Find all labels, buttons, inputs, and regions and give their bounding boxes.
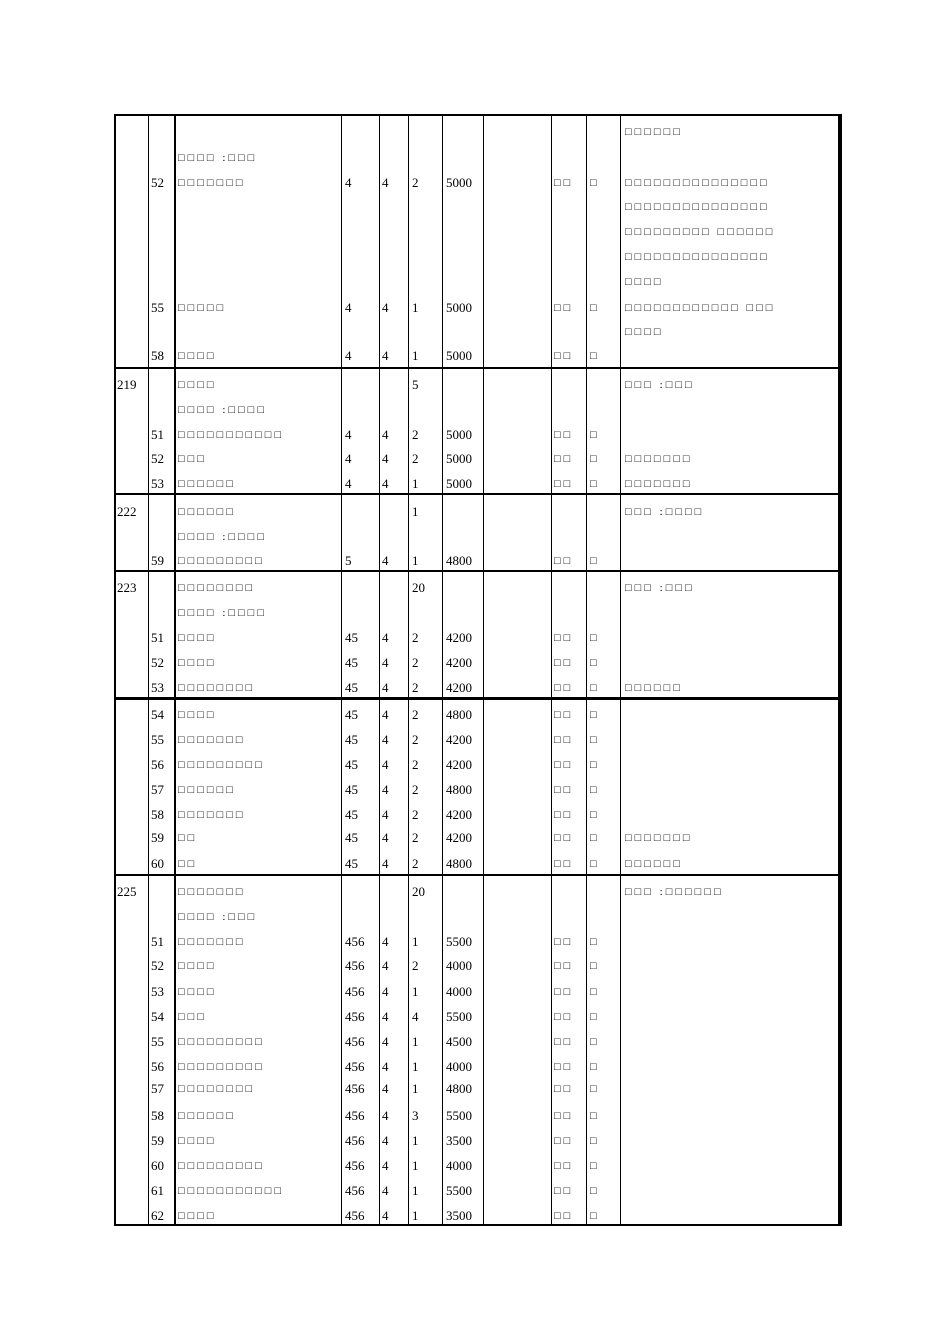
table-cell-c1: 4	[345, 427, 352, 442]
table-cell-c2: 4	[382, 1133, 389, 1148]
table-cell-remark: □□□□□□□□□□□□□□□	[625, 251, 770, 263]
table-cell-c1: 45	[345, 782, 358, 797]
table-cell-c7: □	[590, 682, 600, 694]
table-cell-sub: 59	[151, 830, 164, 845]
table-hline	[114, 114, 841, 116]
table-cell-c7: □	[590, 1110, 600, 1122]
table-cell-c2: 4	[382, 1081, 389, 1096]
table-cell-c4: 4200	[446, 757, 472, 772]
table-cell-name: □□□□	[178, 632, 217, 644]
table-cell-c4: 5000	[446, 476, 472, 491]
table-hline	[114, 697, 841, 700]
table-cell-name: □□□□□□	[178, 784, 236, 796]
table-cell-c1: 45	[345, 856, 358, 871]
table-cell-c3: 1	[412, 984, 419, 999]
table-cell-c3: 1	[412, 1133, 419, 1148]
table-cell-c6: □□	[554, 1061, 574, 1073]
table-vline	[408, 114, 409, 1226]
table-cell-remark: □□□□□□	[625, 682, 683, 694]
table-cell-sub: 61	[151, 1183, 164, 1198]
table-cell-c2: 4	[382, 757, 389, 772]
table-cell-c3: 2	[412, 655, 419, 670]
table-cell-name: □□□□□□□	[178, 177, 246, 189]
table-cell-c3: 1	[412, 504, 419, 519]
table-cell-c2: 4	[382, 655, 389, 670]
table-cell-c7: □	[590, 809, 600, 821]
table-vline	[148, 114, 149, 1226]
table-cell-sub: 53	[151, 984, 164, 999]
table-cell-sub: 52	[151, 175, 164, 190]
table-cell-c1: 45	[345, 732, 358, 747]
table-cell-c7: □	[590, 302, 600, 314]
table-cell-c7: □	[590, 1135, 600, 1147]
table-cell-c6: □□	[554, 1110, 574, 1122]
table-cell-c1: 456	[345, 1133, 365, 1148]
table-cell-c4: 4200	[446, 830, 472, 845]
table-cell-c7: □	[590, 350, 600, 362]
table-cell-c6: □□	[554, 858, 574, 870]
table-cell-name: □□□□	[178, 350, 217, 362]
table-cell-c6: □□	[554, 709, 574, 721]
table-cell-c2: 4	[382, 553, 389, 568]
table-cell-c4: 4000	[446, 984, 472, 999]
table-cell-c3: 2	[412, 856, 419, 871]
table-cell-c3: 2	[412, 807, 419, 822]
table-cell-sub: 53	[151, 680, 164, 695]
table-cell-c2: 4	[382, 707, 389, 722]
table-cell-c2: 4	[382, 1034, 389, 1049]
table-cell-c2: 4	[382, 732, 389, 747]
table-vline	[838, 114, 842, 1226]
table-cell-c7: □	[590, 657, 600, 669]
table-cell-code: 225	[117, 884, 137, 899]
table-cell-remark: □□□□	[625, 326, 664, 338]
table-cell-sub: 58	[151, 348, 164, 363]
table-cell-remark: □□□□□□	[625, 126, 683, 138]
table-cell-c4: 4800	[446, 553, 472, 568]
table-cell-c7: □	[590, 986, 600, 998]
table-cell-sub: 55	[151, 1034, 164, 1049]
table-cell-name: □□□□	[178, 986, 217, 998]
table-cell-name: □□□	[178, 1011, 207, 1023]
table-cell-remark: □□□□	[625, 276, 664, 288]
table-vline	[551, 114, 552, 1226]
table-cell-c7: □	[590, 858, 600, 870]
table-cell-name: □□□□	[178, 1135, 217, 1147]
table-cell-c1: 45	[345, 830, 358, 845]
table-cell-c7: □	[590, 734, 600, 746]
table-cell-c6: □□	[554, 1036, 574, 1048]
table-cell-c1: 456	[345, 984, 365, 999]
table-cell-c6: □□	[554, 759, 574, 771]
table-cell-c7: □	[590, 453, 600, 465]
table-cell-c2: 4	[382, 830, 389, 845]
table-hline	[114, 367, 841, 369]
table-cell-c4: 4800	[446, 1081, 472, 1096]
table-cell-c3: 2	[412, 427, 419, 442]
table-cell-c4: 4200	[446, 630, 472, 645]
table-cell-c7: □	[590, 555, 600, 567]
table-cell-c3: 3	[412, 1108, 419, 1123]
table-cell-c4: 4500	[446, 1034, 472, 1049]
table-cell-c2: 4	[382, 348, 389, 363]
table-cell-sub: 62	[151, 1208, 164, 1223]
table-cell-sub: 60	[151, 856, 164, 871]
table-cell-c6: □□	[554, 350, 574, 362]
table-cell-c3: 1	[412, 1208, 419, 1223]
table-cell-c7: □	[590, 478, 600, 490]
table-cell-c2: 4	[382, 175, 389, 190]
table-cell-name: □□□□□□□	[178, 936, 246, 948]
table-cell-c4: 5500	[446, 1108, 472, 1123]
table-cell-c3: 1	[412, 1183, 419, 1198]
table-cell-name: □□□□□□□□	[178, 582, 256, 594]
table-cell-remark: □□□ :□□□	[625, 379, 695, 391]
table-cell-c3: 2	[412, 732, 419, 747]
table-cell-c1: 45	[345, 655, 358, 670]
table-cell-c6: □□	[554, 734, 574, 746]
table-cell-c1: 456	[345, 1009, 365, 1024]
table-cell-c3: 1	[412, 1059, 419, 1074]
table-cell-c4: 5000	[446, 348, 472, 363]
table-cell-c3: 1	[412, 1081, 419, 1096]
table-cell-c7: □	[590, 1185, 600, 1197]
table-cell-c4: 5000	[446, 175, 472, 190]
table-vline	[174, 114, 176, 1226]
table-cell-c3: 2	[412, 757, 419, 772]
table-cell-c3: 5	[412, 377, 419, 392]
table-cell-sub: 55	[151, 300, 164, 315]
table-cell-c7: □	[590, 1011, 600, 1023]
table-cell-remark: □□□□□□□□□□□□□□□	[625, 177, 770, 189]
table-cell-c2: 4	[382, 807, 389, 822]
table-cell-sub: 57	[151, 1081, 164, 1096]
table-cell-c2: 4	[382, 427, 389, 442]
table-cell-c7: □	[590, 1061, 600, 1073]
table-cell-c4: 4200	[446, 732, 472, 747]
table-cell-c3: 1	[412, 1158, 419, 1173]
table-cell-sub: 55	[151, 732, 164, 747]
table-cell-c1: 45	[345, 757, 358, 772]
table-cell-name: □□□□	[178, 657, 217, 669]
table-cell-c3: 2	[412, 782, 419, 797]
table-cell-sub: 60	[151, 1158, 164, 1173]
table-cell-c7: □	[590, 177, 600, 189]
table-cell-name: □□□□ :□□□□	[178, 607, 267, 619]
table-cell-c7: □	[590, 832, 600, 844]
table-cell-name: □□□□	[178, 960, 217, 972]
table-cell-c4: 4800	[446, 782, 472, 797]
table-cell-name: □□□□□□□	[178, 886, 246, 898]
table-cell-c3: 2	[412, 958, 419, 973]
table-cell-c1: 4	[345, 300, 352, 315]
table-cell-name: □□□□ :□□□	[178, 152, 258, 164]
table-cell-c4: 3500	[446, 1133, 472, 1148]
table-cell-remark: □□□ :□□□	[625, 582, 695, 594]
table-cell-code: 223	[117, 580, 137, 595]
table-cell-c6: □□	[554, 1011, 574, 1023]
table-cell-c3: 1	[412, 476, 419, 491]
table-cell-name: □□□	[178, 453, 207, 465]
table-cell-sub: 52	[151, 655, 164, 670]
table-cell-c3: 4	[412, 1009, 419, 1024]
table-cell-name: □□□□□□□□	[178, 682, 256, 694]
table-cell-c6: □□	[554, 177, 574, 189]
table-cell-c7: □	[590, 960, 600, 972]
table-cell-name: □□□□□□□□□	[178, 1061, 265, 1073]
table-cell-remark: □□□□□□	[625, 858, 683, 870]
table-cell-name: □□	[178, 858, 198, 870]
table-cell-name: □□□□□□□□□	[178, 1036, 265, 1048]
table-cell-c7: □	[590, 759, 600, 771]
table-cell-c6: □□	[554, 429, 574, 441]
table-cell-c3: 2	[412, 830, 419, 845]
table-cell-c1: 456	[345, 1108, 365, 1123]
table-cell-c2: 4	[382, 984, 389, 999]
table-cell-remark: □□□ :□□□□	[625, 506, 705, 518]
table-cell-name: □□□□□□	[178, 478, 236, 490]
table-cell-c1: 4	[345, 451, 352, 466]
table-vline	[586, 114, 587, 1226]
table-cell-c6: □□	[554, 555, 574, 567]
table-cell-sub: 56	[151, 757, 164, 772]
table-cell-c1: 45	[345, 630, 358, 645]
table-cell-c6: □□	[554, 657, 574, 669]
table-cell-c1: 5	[345, 553, 352, 568]
table-cell-c6: □□	[554, 302, 574, 314]
table-cell-c1: 456	[345, 1034, 365, 1049]
table-cell-name: □□□□□□□	[178, 809, 246, 821]
table-cell-name: □□□□ :□□□□	[178, 404, 267, 416]
table-cell-c7: □	[590, 1036, 600, 1048]
table-cell-c6: □□	[554, 1135, 574, 1147]
table-cell-sub: 52	[151, 451, 164, 466]
table-hline	[114, 874, 841, 876]
table-vline	[114, 114, 116, 1226]
table-cell-c2: 4	[382, 856, 389, 871]
table-cell-name: □□□□□□□□□□□	[178, 1185, 285, 1197]
table-cell-c6: □□	[554, 632, 574, 644]
table-cell-c2: 4	[382, 1059, 389, 1074]
table-cell-c6: □□	[554, 1083, 574, 1095]
table-cell-c7: □	[590, 784, 600, 796]
table-cell-name: □□□□□□□	[178, 734, 246, 746]
table-cell-c7: □	[590, 1083, 600, 1095]
table-cell-remark: □□□□□□□□□□□□□□□	[625, 201, 770, 213]
table-cell-c4: 5500	[446, 1183, 472, 1198]
course-schedule-table	[114, 114, 841, 1226]
table-cell-c6: □□	[554, 478, 574, 490]
table-cell-c3: 2	[412, 451, 419, 466]
table-cell-c4: 4200	[446, 655, 472, 670]
table-cell-sub: 51	[151, 630, 164, 645]
table-cell-c2: 4	[382, 1183, 389, 1198]
table-cell-c3: 1	[412, 1034, 419, 1049]
table-cell-c2: 4	[382, 1208, 389, 1223]
table-cell-c6: □□	[554, 936, 574, 948]
table-cell-c3: 1	[412, 553, 419, 568]
table-cell-name: □□□□	[178, 1210, 217, 1222]
table-cell-remark: □□□□□□□□□ □□□□□□	[625, 226, 776, 238]
table-cell-c2: 4	[382, 1009, 389, 1024]
table-cell-c6: □□	[554, 1210, 574, 1222]
table-cell-sub: 51	[151, 934, 164, 949]
table-cell-c4: 5000	[446, 300, 472, 315]
table-cell-sub: 59	[151, 553, 164, 568]
table-cell-c7: □	[590, 632, 600, 644]
table-cell-sub: 56	[151, 1059, 164, 1074]
table-cell-c1: 4	[345, 348, 352, 363]
table-cell-c2: 4	[382, 1108, 389, 1123]
table-cell-c1: 456	[345, 1183, 365, 1198]
table-cell-c3: 2	[412, 680, 419, 695]
table-cell-name: □□□□	[178, 709, 217, 721]
table-cell-c1: 456	[345, 1208, 365, 1223]
table-cell-c1: 45	[345, 707, 358, 722]
table-cell-c1: 456	[345, 958, 365, 973]
table-cell-c4: 4200	[446, 680, 472, 695]
table-cell-c4: 3500	[446, 1208, 472, 1223]
table-cell-remark: □□□□□□□	[625, 832, 693, 844]
table-cell-c4: 5500	[446, 1009, 472, 1024]
table-cell-c2: 4	[382, 934, 389, 949]
table-cell-name: □□□□□□□□□	[178, 759, 265, 771]
table-cell-c4: 4800	[446, 856, 472, 871]
table-cell-name: □□□□□□	[178, 506, 236, 518]
table-cell-c1: 456	[345, 934, 365, 949]
table-cell-c4: 4000	[446, 1059, 472, 1074]
table-cell-c2: 4	[382, 782, 389, 797]
table-cell-c6: □□	[554, 1160, 574, 1172]
table-cell-c4: 4200	[446, 807, 472, 822]
table-cell-name: □□□□□□□□□□□	[178, 429, 285, 441]
table-cell-sub: 52	[151, 958, 164, 973]
table-cell-c7: □	[590, 936, 600, 948]
table-cell-c4: 4000	[446, 1158, 472, 1173]
table-cell-sub: 53	[151, 476, 164, 491]
table-cell-c4: 4000	[446, 958, 472, 973]
table-cell-c3: 1	[412, 348, 419, 363]
table-cell-name: □□□□□□	[178, 1110, 236, 1122]
table-cell-c2: 4	[382, 476, 389, 491]
table-cell-sub: 58	[151, 1108, 164, 1123]
table-cell-c3: 20	[412, 884, 425, 899]
table-cell-c4: 5500	[446, 934, 472, 949]
table-cell-c6: □□	[554, 1185, 574, 1197]
table-cell-c6: □□	[554, 960, 574, 972]
table-cell-c3: 1	[412, 934, 419, 949]
table-vline	[341, 114, 342, 1226]
table-cell-sub: 58	[151, 807, 164, 822]
table-vline	[620, 114, 621, 1226]
table-hline	[114, 493, 841, 495]
table-cell-c3: 20	[412, 580, 425, 595]
table-cell-c7: □	[590, 709, 600, 721]
table-cell-name: □□□□□	[178, 302, 227, 314]
table-cell-c1: 456	[345, 1059, 365, 1074]
table-cell-c3: 2	[412, 707, 419, 722]
table-cell-c1: 45	[345, 680, 358, 695]
table-cell-name: □□□□ :□□□	[178, 911, 258, 923]
table-cell-sub: 59	[151, 1133, 164, 1148]
table-cell-c1: 4	[345, 175, 352, 190]
table-cell-c7: □	[590, 1160, 600, 1172]
table-cell-c4: 5000	[446, 427, 472, 442]
table-cell-name: □□□□□□□□□	[178, 1160, 265, 1172]
table-cell-name: □□	[178, 832, 198, 844]
table-cell-c6: □□	[554, 453, 574, 465]
table-cell-remark: □□□□□□□	[625, 453, 693, 465]
table-cell-c2: 4	[382, 680, 389, 695]
table-vline	[379, 114, 380, 1226]
table-cell-remark: □□□□□□□□□□□□ □□□	[625, 302, 776, 314]
table-cell-c2: 4	[382, 451, 389, 466]
table-cell-remark: □□□ :□□□□□□	[625, 886, 724, 898]
table-vline	[442, 114, 443, 1226]
table-cell-c3: 2	[412, 630, 419, 645]
table-cell-c6: □□	[554, 682, 574, 694]
table-cell-c7: □	[590, 1210, 600, 1222]
table-cell-c3: 1	[412, 300, 419, 315]
table-cell-sub: 54	[151, 1009, 164, 1024]
table-cell-c2: 4	[382, 1158, 389, 1173]
table-cell-c2: 4	[382, 300, 389, 315]
table-cell-sub: 54	[151, 707, 164, 722]
table-cell-c1: 45	[345, 807, 358, 822]
table-cell-sub: 57	[151, 782, 164, 797]
table-cell-c4: 5000	[446, 451, 472, 466]
table-cell-name: □□□□□□□□	[178, 1083, 256, 1095]
table-cell-c1: 4	[345, 476, 352, 491]
table-hline	[114, 570, 841, 572]
table-cell-c4: 4800	[446, 707, 472, 722]
table-cell-c6: □□	[554, 809, 574, 821]
table-cell-name: □□□□	[178, 379, 217, 391]
table-vline	[483, 114, 484, 1226]
table-cell-name: □□□□ :□□□□	[178, 531, 267, 543]
table-cell-c1: 456	[345, 1081, 365, 1096]
table-cell-remark: □□□□□□□	[625, 478, 693, 490]
table-cell-c2: 4	[382, 958, 389, 973]
table-cell-c6: □□	[554, 832, 574, 844]
table-hline	[114, 1224, 841, 1226]
table-cell-name: □□□□□□□□□	[178, 555, 265, 567]
table-cell-c6: □□	[554, 986, 574, 998]
table-cell-code: 219	[117, 377, 137, 392]
table-cell-c6: □□	[554, 784, 574, 796]
table-cell-code: 222	[117, 504, 137, 519]
table-cell-sub: 51	[151, 427, 164, 442]
table-cell-c7: □	[590, 429, 600, 441]
table-cell-c1: 456	[345, 1158, 365, 1173]
table-cell-c3: 2	[412, 175, 419, 190]
table-cell-c2: 4	[382, 630, 389, 645]
